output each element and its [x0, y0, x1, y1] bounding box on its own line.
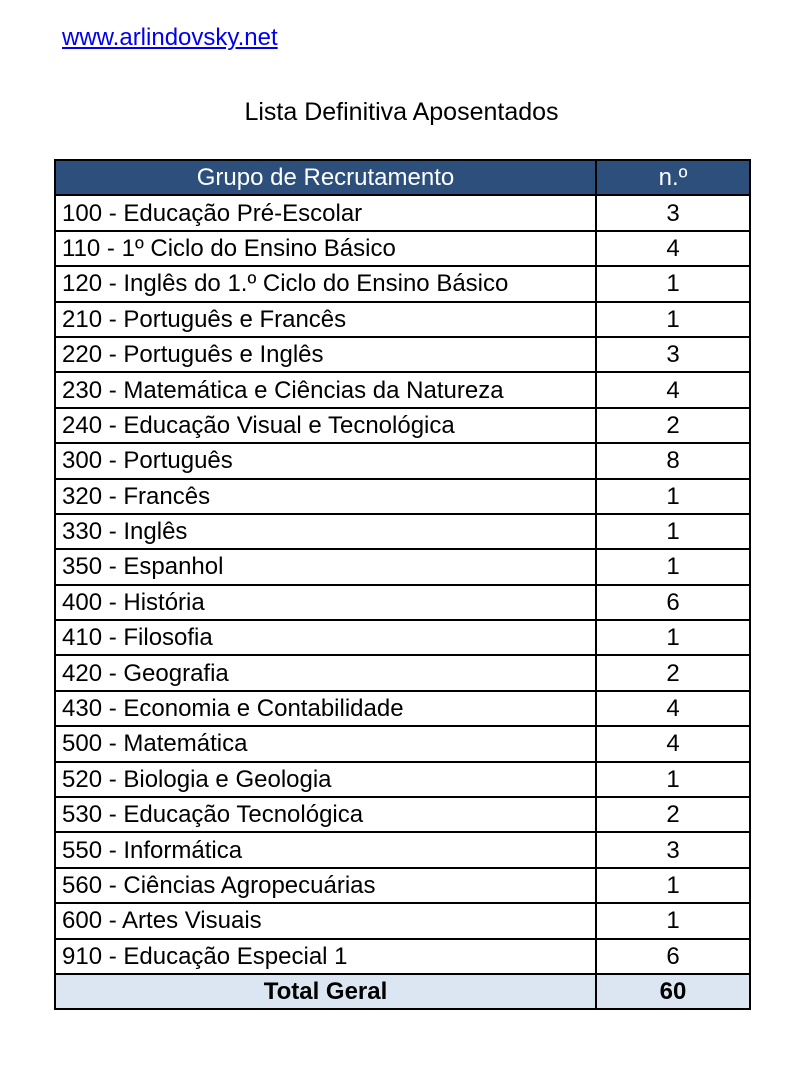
count-cell: 4 [596, 691, 750, 726]
group-cell: 220 - Português e Inglês [55, 337, 596, 372]
count-cell: 2 [596, 655, 750, 690]
group-cell: 500 - Matemática [55, 726, 596, 761]
table-body [55, 195, 750, 974]
count-cell: 1 [596, 903, 750, 938]
table-row [55, 832, 750, 867]
group-cell: 430 - Economia e Contabilidade [55, 691, 596, 726]
total-value: 60 [596, 974, 750, 1009]
group-cell: 530 - Educação Tecnológica [55, 797, 596, 832]
count-cell: 1 [596, 266, 750, 301]
count-cell: 3 [596, 195, 750, 230]
table-row [55, 231, 750, 266]
table-row [55, 266, 750, 301]
table-row [55, 762, 750, 797]
count-cell: 4 [596, 372, 750, 407]
total-row [55, 974, 750, 1009]
group-cell: 230 - Matemática e Ciências da Natureza [55, 372, 596, 407]
group-cell: 420 - Geografia [55, 655, 596, 690]
group-cell: 600 - Artes Visuais [55, 903, 596, 938]
group-cell: 320 - Francês [55, 479, 596, 514]
count-cell: 4 [596, 231, 750, 266]
count-cell: 2 [596, 797, 750, 832]
count-cell: 1 [596, 868, 750, 903]
page-title: Lista Definitiva Aposentados [244, 98, 559, 126]
table-row [55, 302, 750, 337]
count-cell: 8 [596, 443, 750, 478]
count-cell: 1 [596, 479, 750, 514]
count-cell: 1 [596, 549, 750, 584]
table-row [55, 797, 750, 832]
table-row [55, 868, 750, 903]
group-cell: 400 - História [55, 585, 596, 620]
count-cell: 1 [596, 302, 750, 337]
count-cell: 1 [596, 620, 750, 655]
group-cell: 330 - Inglês [55, 514, 596, 549]
table-row [55, 585, 750, 620]
table-row [55, 549, 750, 584]
table-header-row [55, 160, 750, 195]
group-cell: 910 - Educação Especial 1 [55, 939, 596, 974]
table-row [55, 337, 750, 372]
recruitment-table [54, 159, 751, 1010]
table-row [55, 903, 750, 938]
count-cell: 6 [596, 939, 750, 974]
group-cell: 520 - Biologia e Geologia [55, 762, 596, 797]
group-cell: 110 - 1º Ciclo do Ensino Básico [55, 231, 596, 266]
table-row [55, 620, 750, 655]
count-cell: 6 [596, 585, 750, 620]
group-cell: 300 - Português [55, 443, 596, 478]
count-cell: 4 [596, 726, 750, 761]
table-row [55, 443, 750, 478]
group-cell: 560 - Ciências Agropecuárias [55, 868, 596, 903]
group-cell: 410 - Filosofia [55, 620, 596, 655]
count-cell: 1 [596, 514, 750, 549]
group-cell: 350 - Espanhol [55, 549, 596, 584]
column-header-group: Grupo de Recrutamento [55, 160, 596, 195]
group-cell: 240 - Educação Visual e Tecnológica [55, 408, 596, 443]
group-cell: 100 - Educação Pré-Escolar [55, 195, 596, 230]
column-header-count: n.º [596, 160, 750, 195]
group-cell: 210 - Português e Francês [55, 302, 596, 337]
table-row [55, 655, 750, 690]
table-row [55, 726, 750, 761]
count-cell: 2 [596, 408, 750, 443]
table-row [55, 195, 750, 230]
table-row [55, 479, 750, 514]
group-cell: 120 - Inglês do 1.º Ciclo do Ensino Básico [55, 266, 596, 301]
total-label: Total Geral [55, 974, 596, 1009]
site-link[interactable]: www.arlindovsky.net [62, 24, 278, 51]
count-cell: 3 [596, 337, 750, 372]
table-row [55, 514, 750, 549]
count-cell: 1 [596, 762, 750, 797]
group-cell: 550 - Informática [55, 832, 596, 867]
count-cell: 3 [596, 832, 750, 867]
table-row [55, 408, 750, 443]
table-row [55, 691, 750, 726]
table-row [55, 372, 750, 407]
table-row [55, 939, 750, 974]
